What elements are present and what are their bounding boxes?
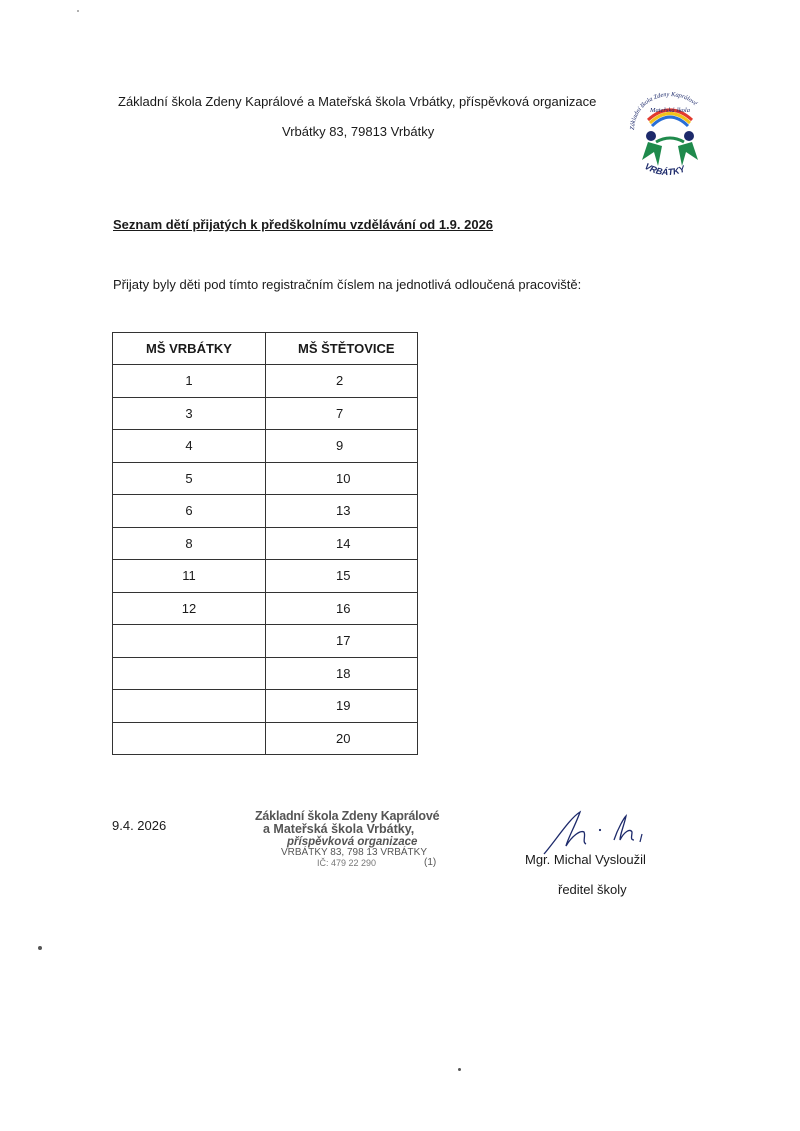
cell-vrbatky: 5: [113, 462, 266, 495]
cell-vrbatky: 11: [113, 560, 266, 593]
table-row: [113, 560, 418, 593]
table-row: [113, 657, 418, 690]
cell-vrbatky: [113, 625, 266, 658]
scan-speck: [38, 946, 42, 950]
table-row: [113, 397, 418, 430]
signer-role: ředitel školy: [558, 882, 627, 897]
cell-vrbatky: [113, 657, 266, 690]
school-stamp: [255, 810, 439, 868]
stamp-line: IČ: 479 22 290: [317, 857, 377, 868]
table-row: [113, 495, 418, 528]
table-header-row: [113, 333, 418, 365]
stamp-line: a Mateřská škola Vrbátky,: [263, 822, 415, 837]
cell-stetovice: 16: [266, 592, 418, 625]
admission-table: [112, 332, 418, 755]
stamp-line: Základní škola Zdeny Kaprálové: [255, 809, 440, 823]
cell-stetovice: 14: [266, 527, 418, 560]
table-row: [113, 592, 418, 625]
document-date: 9.4. 2026: [112, 818, 167, 833]
cell-vrbatky: 12: [113, 592, 266, 625]
table-row: [113, 430, 418, 463]
logo-top-text: Základní škola Zdeny Kaprálové: [628, 90, 699, 131]
stamp-line: VRBÁTKY 83, 798 13 VRBÁTKY: [281, 847, 428, 859]
cell-stetovice: 13: [266, 495, 418, 528]
stamp-number: (1): [424, 857, 437, 868]
scan-speck: [458, 1068, 461, 1071]
cell-stetovice: 10: [266, 462, 418, 495]
document-title: Seznam dětí přijatých k předškolnímu vzdělávání od 1.9. 2026: [113, 217, 494, 232]
stamp-line: příspěvková organizace: [287, 836, 418, 849]
table-row: [113, 722, 418, 755]
cell-vrbatky: 3: [113, 397, 266, 430]
table-row: [113, 365, 418, 398]
table-row: [113, 625, 418, 658]
cell-stetovice: 20: [266, 722, 418, 755]
cell-vrbatky: 1: [113, 365, 266, 398]
table-row: [113, 690, 418, 723]
cell-stetovice: 2: [266, 365, 418, 398]
column-header-vrbatky: MŠ VRBÁTKY: [113, 333, 266, 365]
cell-vrbatky: 6: [113, 495, 266, 528]
school-address: Vrbátky 83, 79813 Vrbátky: [282, 124, 435, 139]
column-header-stetovice: MŠ ŠTĚTOVICE: [266, 333, 418, 365]
cell-stetovice: 18: [266, 657, 418, 690]
cell-stetovice: 19: [266, 690, 418, 723]
cell-vrbatky: 4: [113, 430, 266, 463]
signer-name: Mgr. Michal Vysloužil: [525, 852, 646, 867]
intro-text: Přijaty byly děti pod tímto registračním číslem na jednotlivá odloučená pracoviště:: [113, 277, 582, 292]
cell-vrbatky: [113, 722, 266, 755]
table-row: [113, 527, 418, 560]
logo-bottom-text: VRBÁTKY: [643, 161, 687, 178]
cell-stetovice: 15: [266, 560, 418, 593]
table-row: [113, 462, 418, 495]
cell-stetovice: 17: [266, 625, 418, 658]
logo-middle-text: Mateřská škola: [650, 107, 690, 114]
school-name: Základní škola Zdeny Kaprálové a Mateřská škola Vrbátky, příspěvková organizace: [118, 94, 597, 109]
scan-speck: [77, 10, 79, 12]
svg-text:VRBÁTKY: [643, 161, 687, 177]
school-logo-icon: [624, 90, 716, 186]
cell-stetovice: 7: [266, 397, 418, 430]
cell-vrbatky: 8: [113, 527, 266, 560]
cell-stetovice: 9: [266, 430, 418, 463]
cell-vrbatky: [113, 690, 266, 723]
